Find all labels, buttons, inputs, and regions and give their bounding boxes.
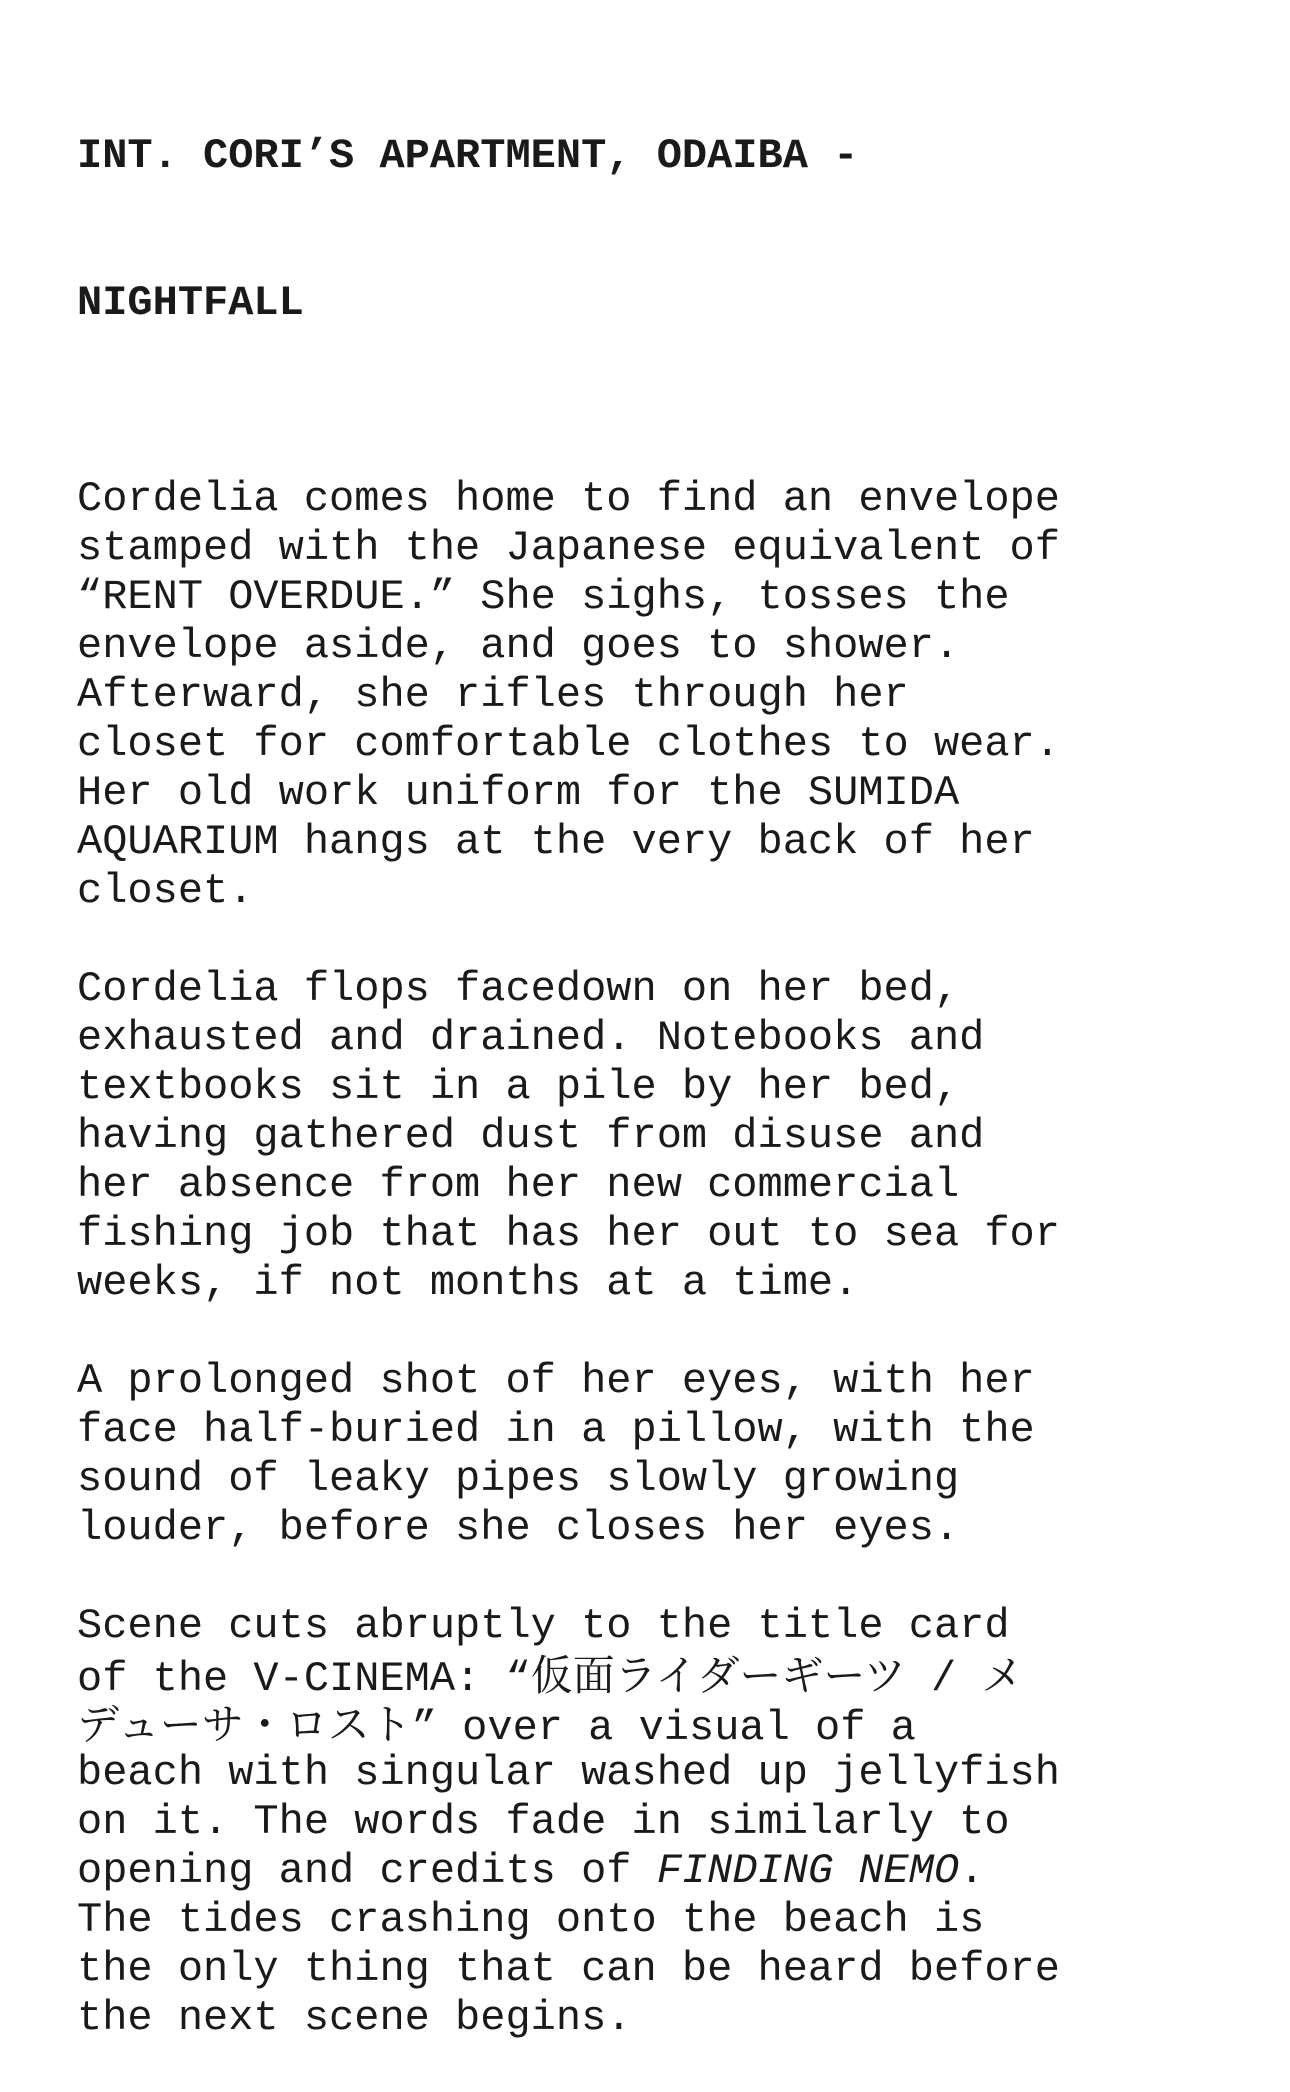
scene-heading-line: INT. CORI’S APARTMENT, ODAIBA - — [77, 132, 859, 180]
action-line: having gathered dust from disuse and — [77, 1112, 985, 1160]
action-line: fishing job that has her out to sea for — [77, 1210, 1060, 1258]
text-run: . — [959, 1847, 985, 1895]
action-line-with-italic — [77, 1847, 1277, 1896]
action-paragraph-4 — [77, 1602, 1277, 2043]
action-line: the next scene begins. — [77, 1994, 632, 2042]
text-run: opening and credits of — [77, 1847, 657, 1895]
action-line: closet for comfortable clothes to wear. — [77, 720, 1060, 768]
action-line: stamped with the Japanese equivalent of — [77, 524, 1060, 572]
action-line: The tides crashing onto the beach is — [77, 1896, 985, 1944]
action-line: face half-buried in a pillow, with the — [77, 1406, 1035, 1454]
action-line: Cordelia flops facedown on her bed, — [77, 965, 960, 1013]
film-title-italic: FINDING NEMO — [656, 1847, 960, 1895]
japanese-title-part: 仮面ライダーギーツ — [530, 1651, 906, 1700]
action-line: envelope aside, and goes to shower. — [77, 622, 960, 670]
action-line: A prolonged shot of her eyes, with her — [77, 1357, 1035, 1405]
action-line: Scene cuts abruptly to the title card — [77, 1602, 1010, 1650]
action-line-with-title — [77, 1700, 1277, 1752]
action-paragraph-1 — [77, 475, 1277, 916]
action-line: on it. The words fade in similarly to — [77, 1798, 1010, 1846]
action-line: Afterward, she rifles through her — [77, 671, 909, 719]
scene-heading — [77, 34, 1277, 426]
text-run: of the V-CINEMA: “ — [77, 1655, 531, 1703]
action-line: textbooks sit in a pile by her bed, — [77, 1063, 960, 1111]
action-line-with-title — [77, 1651, 1277, 1703]
japanese-title-part: デューサ・ロスト — [77, 1700, 412, 1749]
action-line: louder, before she closes her eyes. — [77, 1504, 960, 1552]
action-paragraph-2 — [77, 965, 1277, 1308]
action-line: “RENT OVERDUE.” She sighs, tosses the — [77, 573, 1010, 621]
action-line: Cordelia comes home to find an envelope — [77, 475, 1060, 523]
text-run: ” over a visual of a — [411, 1704, 916, 1752]
action-line: exhausted and drained. Notebooks and — [77, 1014, 985, 1062]
action-line: the only thing that can be heard before — [77, 1945, 1060, 1993]
scene-heading-line: NIGHTFALL — [77, 279, 304, 327]
action-line: weeks, if not months at a time. — [77, 1259, 859, 1307]
action-line: Her old work uniform for the SUMIDA — [77, 769, 960, 817]
text-run: / — [905, 1655, 982, 1703]
action-line: beach with singular washed up jellyfish — [77, 1749, 1060, 1797]
screenplay-page — [77, 34, 1277, 2092]
japanese-title-part: メ — [981, 1651, 1024, 1700]
action-line: closet. — [77, 867, 254, 915]
action-line: her absence from her new commercial — [77, 1161, 960, 1209]
action-line: AQUARIUM hangs at the very back of her — [77, 818, 1035, 866]
action-line: sound of leaky pipes slowly growing — [77, 1455, 960, 1503]
action-paragraph-3 — [77, 1357, 1277, 1553]
